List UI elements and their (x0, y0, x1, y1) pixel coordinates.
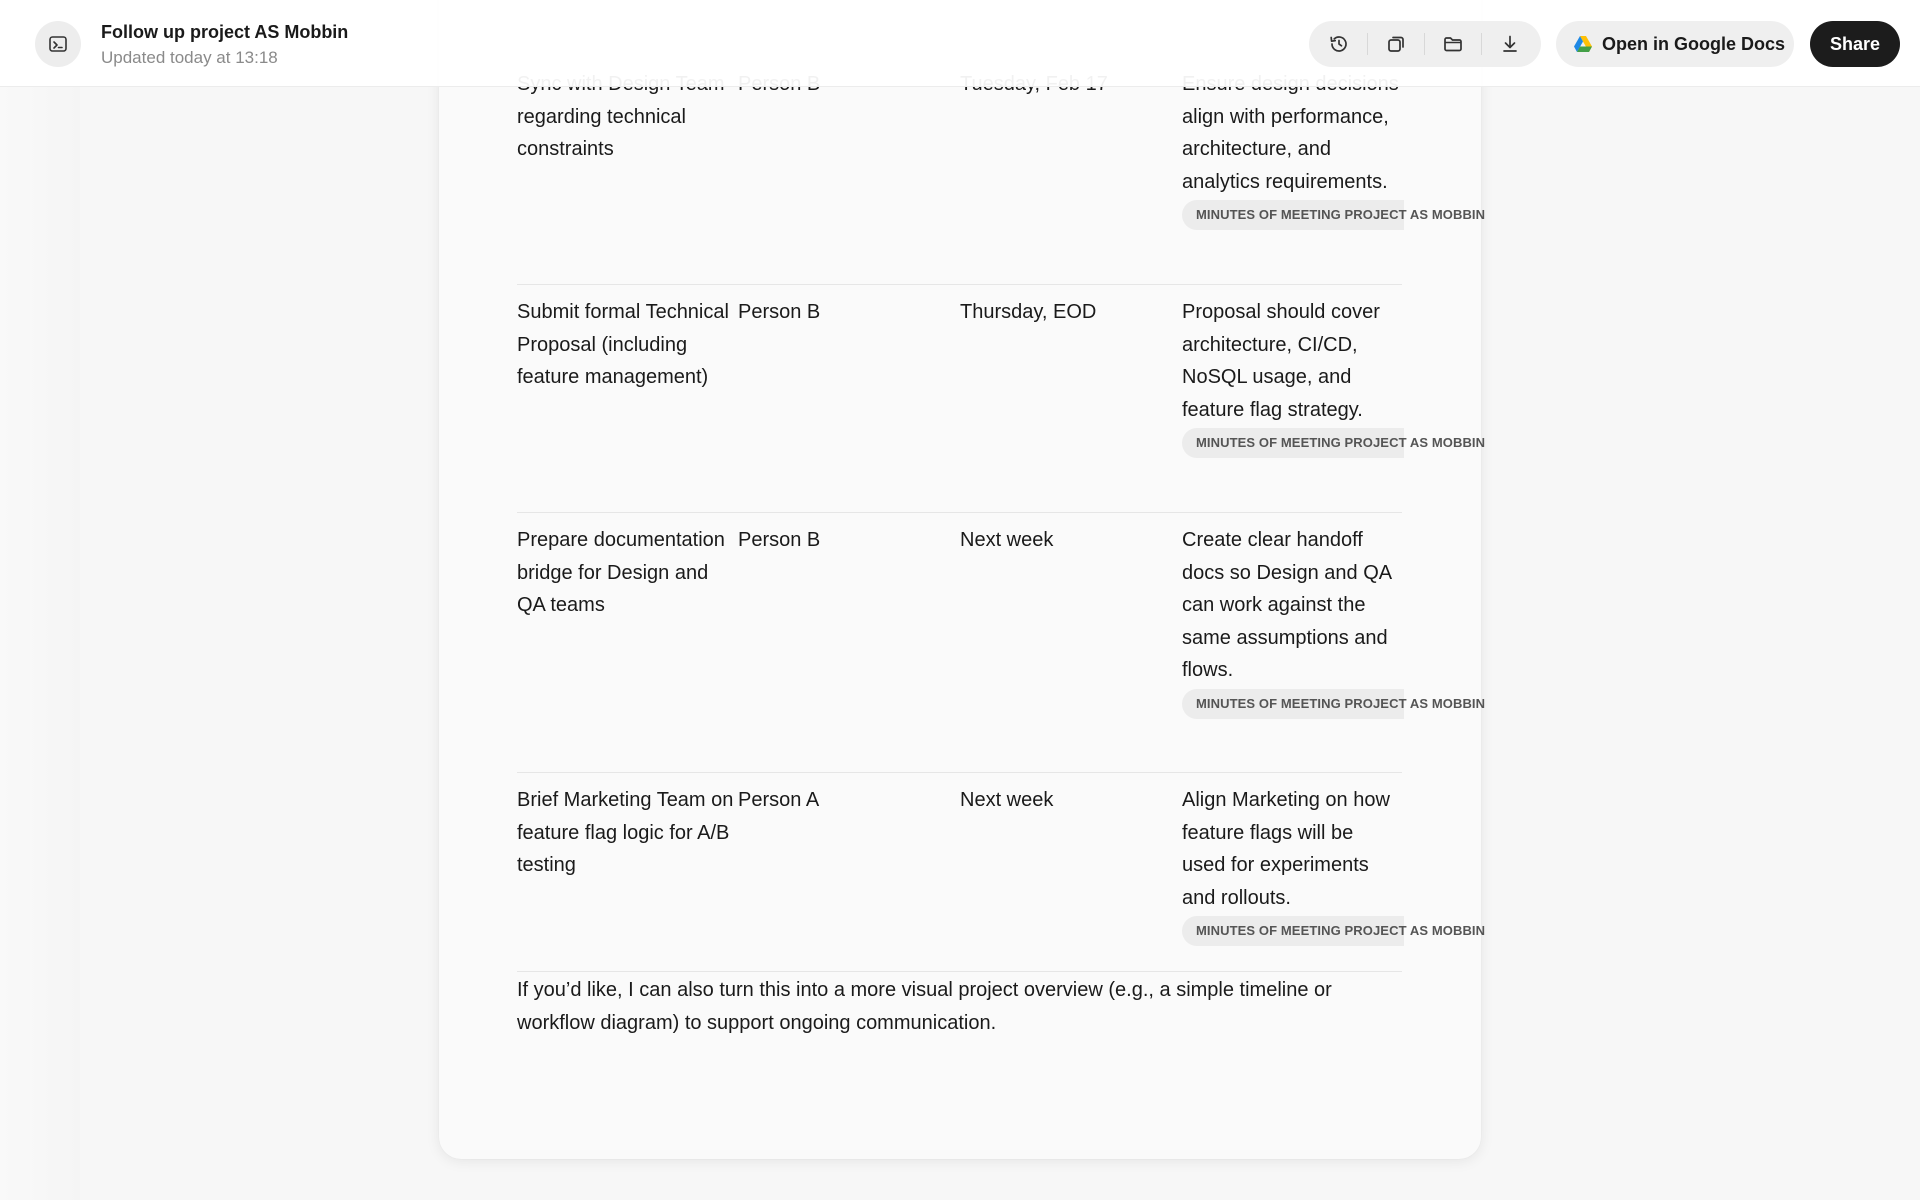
source-citation-chip[interactable]: MINUTES OF MEETING PROJECT AS MOBBIN (1182, 916, 1404, 946)
open-in-google-docs-button[interactable] (1556, 21, 1794, 67)
document-card (439, 0, 1486, 1159)
toolbar-divider (1367, 33, 1368, 55)
document-view-button[interactable] (35, 21, 81, 67)
title-block (101, 20, 348, 70)
top-bar (0, 0, 1920, 87)
copy-icon (1385, 33, 1407, 55)
left-gutter (0, 0, 80, 1200)
notes-cell (1182, 68, 1486, 230)
google-drive-icon (1574, 36, 1592, 52)
due-cell: Thursday, EOD (960, 301, 1097, 323)
toolbar-divider (1481, 33, 1482, 55)
owner-cell: Person A (738, 789, 820, 811)
share-button[interactable]: Share (1810, 21, 1900, 67)
owner-cell: Person B (738, 529, 821, 551)
open-in-google-docs-label: Open in Google Docs (1602, 33, 1786, 54)
due-cell: Next week (960, 529, 1054, 551)
download-button[interactable] (1490, 24, 1530, 64)
task-cell: regarding technical constraints (517, 105, 686, 160)
source-citation-chip[interactable]: MINUTES OF MEETING PROJECT AS MOBBIN (1182, 689, 1404, 719)
due-cell: Next week (960, 789, 1054, 811)
task-cell: Prepare documentation bridge for Design and QA teams (517, 529, 725, 616)
toolbar-group (1309, 21, 1541, 67)
history-button[interactable] (1319, 24, 1359, 64)
document-title[interactable]: Follow up project AS Mobbin (101, 22, 349, 42)
toolbar-divider (1424, 33, 1425, 55)
table-row (517, 512, 1486, 711)
copy-button[interactable] (1376, 24, 1416, 64)
source-citation-chip[interactable]: MINUTES OF MEETING PROJECT AS MOBBIN (1182, 200, 1404, 230)
download-icon (1499, 33, 1521, 55)
last-updated-text: Updated today at 13:18 (101, 48, 278, 67)
notes-text: Create clear handoff docs so Design and QA can work against the same assumptions and flows. (1182, 529, 1392, 681)
notes-text: Align Marketing on how feature flags will be used for experiments and rollouts. (1182, 789, 1390, 909)
document-view-icon (48, 34, 68, 54)
folder-icon (1442, 33, 1464, 55)
owner-cell: Person B (738, 301, 821, 323)
notes-text: align with performance, architecture, and analytics requirements. (1182, 105, 1389, 193)
folder-button[interactable] (1433, 24, 1473, 64)
notes-cell (1182, 524, 1486, 719)
task-cell: Submit formal Technical Proposal (including feature management) (517, 301, 729, 388)
table-row (517, 772, 1486, 938)
source-citation-chip[interactable]: MINUTES OF MEETING PROJECT AS MOBBIN (1182, 428, 1404, 458)
notes-text: Proposal should cover architecture, CI/CD, NoSQL usage, and feature flag strategy. (1182, 301, 1380, 421)
history-icon (1328, 33, 1350, 55)
notes-cell (1182, 784, 1486, 946)
closing-paragraph: If you’d like, I can also turn this into a more visual project overview (e.g., a simple timeline or workflow diagram) to support ongoing communication. (517, 971, 1402, 1039)
task-cell: Brief Marketing Team on feature flag logic for A/B testing (517, 789, 734, 876)
notes-cell (1182, 296, 1486, 458)
table-row (517, 284, 1486, 450)
